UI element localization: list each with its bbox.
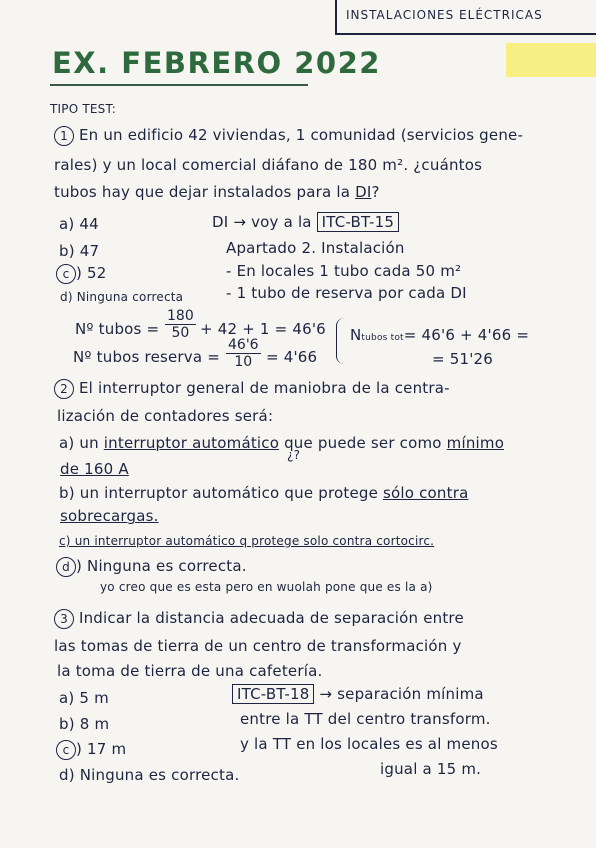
note-line: igual a 15 m. <box>380 760 482 778</box>
title-underline <box>50 84 308 86</box>
fraction: $\frac{46'6}{10}$ <box>228 337 259 370</box>
section-label: TIPO TEST: <box>50 102 116 116</box>
option-d: d) Ninguna es correcta. <box>59 766 240 784</box>
option-c-selected: c ) 52 <box>56 264 107 284</box>
total-calc: Ntubos tot= 46'6 + 4'66 = <box>350 326 530 344</box>
selected-answer-mark: c <box>56 264 76 284</box>
itc-reference: ITC-BT-18 → separación mínima <box>232 685 484 703</box>
question-number: 3 <box>54 609 74 629</box>
margin-note: yo creo que es esta pero en wuolah pone que es la a) <box>100 580 433 594</box>
option-b: b) 47 <box>59 242 100 260</box>
question-line: Indicar la distancia adecuada de separación entre <box>78 609 464 627</box>
calc-label: Nº tubos = <box>75 320 160 338</box>
note-line: entre la TT del centro transform. <box>240 710 491 728</box>
fraction: $\frac{180}{50}$ <box>167 308 194 341</box>
selected-answer-mark: c <box>56 740 76 760</box>
question-1-text <box>54 126 523 146</box>
question-line: En un edificio 42 viviendas, 1 comunidad (servicios gene- <box>78 126 524 144</box>
option-c-selected: c ) 17 m <box>56 740 126 760</box>
option-b-line2: sobrecargas. <box>60 507 159 525</box>
course-name: INSTALACIONES ELÉCTRICAS <box>346 8 543 22</box>
page-title: EX. FEBRERO 2022 <box>52 46 381 80</box>
option-a: a) 44 <box>59 215 99 233</box>
selected-answer-mark: d <box>56 557 76 577</box>
doubt-note: ¿? <box>287 448 301 462</box>
brace <box>336 318 345 364</box>
itc-box: ITC-BT-18 <box>232 684 314 704</box>
question-line: rales) y un local comercial diáfano de 180 m². ¿cuántos <box>54 156 483 174</box>
note-line: Apartado 2. Instalación <box>226 239 405 257</box>
calc-result: = 4'66 <box>266 348 318 366</box>
note-line: - 1 tubo de reserva por cada DI <box>226 284 467 302</box>
question-2-text <box>54 379 450 399</box>
itc-reference: DI → voy a la ITC-BT-15 <box>212 213 399 231</box>
question-line: El interruptor general de maniobra de la centra- <box>78 379 450 397</box>
total-result: = 51'26 <box>432 350 494 368</box>
option-c: c) un interruptor automático q protege solo contra cortocirc. <box>59 534 435 548</box>
option-b: b) un interruptor automático que protege sólo contra <box>59 484 469 502</box>
calc-result: + 42 + 1 = 46'6 <box>200 320 326 338</box>
option-b: b) 8 m <box>59 715 110 733</box>
note-line: y la TT en los locales es al menos <box>240 735 498 753</box>
question-number: 2 <box>54 379 74 399</box>
option-d: d) Ninguna correcta <box>60 290 184 304</box>
note-line: - En locales 1 tubo cada 50 m² <box>226 262 462 280</box>
itc-box: ITC-BT-15 <box>317 212 399 232</box>
question-line: lización de contadores será: <box>57 407 274 425</box>
option-d-selected: d ) Ninguna es correcta. <box>56 557 247 577</box>
option-a: a) 5 m <box>59 689 109 707</box>
highlighter-mark <box>506 43 596 77</box>
option-a: a) un interruptor automático que puede ser como mínimo <box>59 434 505 452</box>
question-3-text <box>54 609 464 629</box>
calc-label: Nº tubos reserva = <box>73 348 221 366</box>
question-line: la toma de tierra de una cafetería. <box>57 662 323 680</box>
question-line: las tomas de tierra de un centro de transformación y <box>54 637 462 655</box>
header-divider <box>335 0 337 34</box>
question-line: tubos hay que dejar instalados para la DI? <box>54 183 380 201</box>
question-number: 1 <box>54 126 74 146</box>
header-rule <box>335 33 596 35</box>
option-a-line2: de 160 A <box>60 460 129 478</box>
